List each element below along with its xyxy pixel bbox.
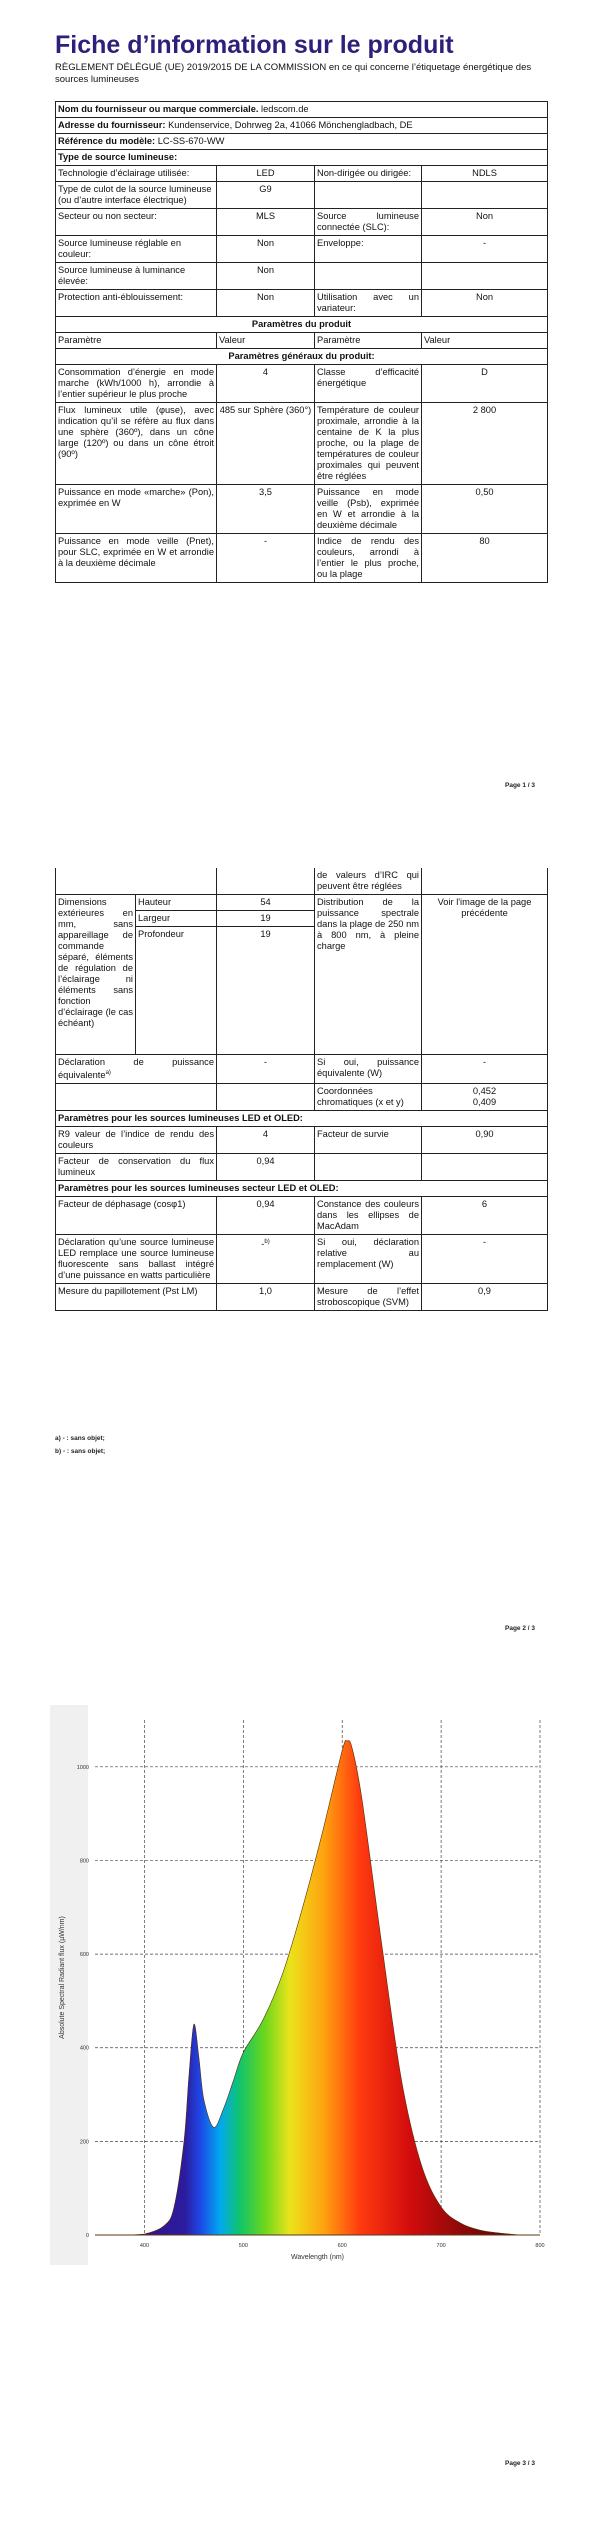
dimension-row — [56, 895, 548, 911]
x-axis-label: Wavelength (nm) — [290, 2254, 345, 2261]
page-2 — [0, 860, 595, 1660]
param-label: Puissance en mode «marche» (Pon), exprimée en W — [56, 485, 217, 534]
param-value: - — [422, 1235, 548, 1284]
spd-value: Voir l'image de la page précédente — [422, 895, 548, 1055]
dimension-name: Hauteur — [136, 895, 217, 911]
type-value — [422, 263, 548, 290]
y-tick-label: 200 — [79, 2139, 89, 2146]
param-row — [56, 1127, 548, 1154]
replace-footnote-mark: b) — [264, 1239, 270, 1246]
param-label: Consommation d’énergie en mode marche (kWh/1000 h), arrondie à l’entier supérieur le plus proche — [56, 365, 217, 403]
column-header: Valeur — [422, 333, 548, 349]
type-value: Non — [217, 236, 315, 263]
param-label: Flux lumineux utile (φuse), avec indication qu’il se réfère au flux dans une sphère (360º), dans un cône large (120º) ou dans un cône étroit (90º) — [56, 403, 217, 485]
type-label: Secteur ou non secteur: — [56, 209, 217, 236]
type-label: Protection anti-éblouissement: — [56, 290, 217, 317]
y-tick-label: 800 — [79, 1858, 89, 1865]
page-1 — [0, 0, 595, 840]
param-row — [56, 1055, 548, 1084]
type-value: NDLS — [422, 166, 548, 182]
model-label: Référence du modèle: — [58, 136, 156, 146]
column-header-row — [56, 333, 548, 349]
param-label — [315, 1154, 422, 1181]
param-value: 2 800 — [422, 403, 548, 485]
param-label: Facteur de déphasage (cosφ1) — [56, 1197, 217, 1235]
param-value: - — [217, 534, 315, 583]
type-value: LED — [217, 166, 315, 182]
param-label: Mesure du papillotement (Pst LM) — [56, 1284, 217, 1311]
regulation-text: RÈGLEMENT DÉLÉGUÉ (UE) 2019/2015 DE LA COMMISSION en ce qui concerne l’étiquetage énergétique des sources lumineuses — [55, 62, 532, 85]
param-label: Constance des couleurs dans les ellipses de MacAdam — [315, 1197, 422, 1235]
param-label: Classe d’efficacité énergétique — [315, 365, 422, 403]
type-label: Source lumineuse connectée (SLC): — [315, 209, 422, 236]
param-label: Si oui, puissance équivalente (W) — [315, 1055, 422, 1084]
chart-left-panel — [50, 1705, 88, 2265]
dimension-value: 19 — [217, 927, 315, 1055]
type-label — [315, 263, 422, 290]
type-label: Source lumineuse à luminance élevée: — [56, 263, 217, 290]
type-label — [315, 182, 422, 209]
type-value: - — [422, 236, 548, 263]
column-header: Valeur — [217, 333, 315, 349]
supplier-label: Nom du fournisseur ou marque commerciale. — [58, 104, 259, 114]
param-label — [56, 1055, 217, 1084]
model-row — [56, 134, 548, 150]
type-row — [56, 236, 548, 263]
led-header: Paramètres pour les sources lumineuses LED et OLED: — [56, 1111, 548, 1127]
page-title: Fiche d’information sur le produit — [55, 31, 454, 59]
param-label: Puissance en mode veille (Psb), exprimée en W et arrondie à la deuxième décimale — [315, 485, 422, 534]
type-row — [56, 182, 548, 209]
dimensions-label: Dimensions extérieures en mm, sans appareillage de commande séparé, éléments de régulation de l’éclairage ni éléments sans fonction d’éclairage (le cas échéant) — [56, 895, 136, 1055]
spd-label: Distribution de la puissance spectrale dans la plage de 250 nm à 800 nm, à pleine charge — [315, 895, 422, 1055]
page-number: Page 3 / 3 — [505, 2460, 535, 2467]
param-value: 0,50 — [422, 485, 548, 534]
footnote: b) - : sans objet; — [55, 1448, 106, 1455]
y-tick-label: 400 — [79, 2045, 89, 2052]
mains-header: Paramètres pour les sources lumineuses secteur LED et OLED: — [56, 1181, 548, 1197]
dimension-value: 19 — [217, 911, 315, 927]
column-header: Paramètre — [56, 333, 217, 349]
param-value — [217, 1235, 315, 1284]
param-row — [56, 403, 548, 485]
param-value — [422, 1084, 548, 1111]
dimension-name: Profondeur — [136, 927, 217, 1055]
type-row — [56, 209, 548, 236]
type-value: Non — [422, 290, 548, 317]
type-label: Source lumineuse réglable en couleur: — [56, 236, 217, 263]
replace-value: - — [261, 1239, 265, 1250]
type-row — [56, 290, 548, 317]
footnote: a) - : sans objet; — [55, 1435, 105, 1442]
type-value: MLS — [217, 209, 315, 236]
y-axis-label: Absolute Spectral Radiant flux (µW/nm) — [59, 1916, 66, 2039]
product-table-part1 — [55, 101, 548, 583]
model-value: LC-SS-670-WW — [157, 136, 225, 146]
param-value: 0,94 — [217, 1154, 315, 1181]
chroma-x: 0,452 — [472, 1086, 497, 1097]
param-row — [56, 1235, 548, 1284]
spectrum-chart — [50, 1680, 550, 2280]
type-header: Type de source lumineuse: — [56, 150, 548, 166]
continuation-text: de valeurs d’IRC qui peuvent être réglées — [315, 868, 422, 895]
param-value: 6 — [422, 1197, 548, 1235]
type-label: Enveloppe: — [315, 236, 422, 263]
supplier-value: ledscom.de — [261, 104, 309, 114]
address-row — [56, 118, 548, 134]
type-value: Non — [217, 290, 315, 317]
equiv-label: Déclaration de puissance équivalente — [58, 1057, 214, 1081]
param-value — [422, 1154, 548, 1181]
param-value: 1,0 — [217, 1284, 315, 1311]
param-row — [56, 1084, 548, 1111]
page-number: Page 2 / 3 — [505, 1625, 535, 1632]
x-tick-label: 800 — [535, 2243, 545, 2249]
type-value: Non — [422, 209, 548, 236]
param-label: Température de couleur proximale, arrondie à la centaine de K la plus proche, ou la plage de températures de couleur proximales qui peuvent être réglées — [315, 403, 422, 485]
param-value: 4 — [217, 1127, 315, 1154]
param-label: Indice de rendu des couleurs, arrondi à l’entier le plus proche, ou la plage — [315, 534, 422, 583]
product-table-part2 — [55, 868, 548, 1311]
x-tick-label: 600 — [337, 2243, 347, 2249]
address-value: Kundenservice, Dohrweg 2a, 41066 Mönchengladbach, DE — [168, 120, 413, 130]
param-value: 0,90 — [422, 1127, 548, 1154]
y-tick-label: 1000 — [76, 1764, 89, 1771]
type-row — [56, 263, 548, 290]
param-label: Mesure de l’effet stroboscopique (SVM) — [315, 1284, 422, 1311]
column-header: Paramètre — [315, 333, 422, 349]
chroma-y: 0,409 — [472, 1097, 497, 1108]
param-label: Si oui, déclaration relative au remplacement (W) — [315, 1235, 422, 1284]
params-header: Paramètres du produit — [56, 317, 548, 333]
param-row — [56, 1154, 548, 1181]
dimension-value: 54 — [217, 895, 315, 911]
general-header: Paramètres généraux du produit: — [56, 349, 548, 365]
y-tick-label: 600 — [79, 1952, 89, 1959]
param-label: R9 valeur de l’indice de rendu des couleurs — [56, 1127, 217, 1154]
sheet-header — [55, 30, 547, 86]
param-value: D — [422, 365, 548, 403]
address-label: Adresse du fournisseur: — [58, 120, 166, 130]
page-3 — [0, 1680, 595, 2526]
param-label: Facteur de conservation du flux lumineux — [56, 1154, 217, 1181]
dimension-name: Largeur — [136, 911, 217, 927]
type-label: Utilisation avec un variateur: — [315, 290, 422, 317]
param-label: Puissance en mode veille (Pnet), pour SLC, exprimée en W et arrondie à la deuxième décimale — [56, 534, 217, 583]
x-tick-label: 400 — [139, 2243, 150, 2249]
param-row — [56, 365, 548, 403]
x-tick-label: 700 — [436, 2243, 446, 2249]
param-value: 80 — [422, 534, 548, 583]
type-label: Type de culot de la source lumineuse (ou d’autre interface électrique) — [56, 182, 217, 209]
supplier-row — [56, 102, 548, 118]
page-number: Page 1 / 3 — [505, 782, 535, 789]
param-value: 0,94 — [217, 1197, 315, 1235]
type-row — [56, 166, 548, 182]
param-row — [56, 1284, 548, 1311]
param-label: Facteur de survie — [315, 1127, 422, 1154]
type-value — [422, 182, 548, 209]
type-label: Technologie d’éclairage utilisée: — [56, 166, 217, 182]
param-value: 0,9 — [422, 1284, 548, 1311]
param-value: 3,5 — [217, 485, 315, 534]
y-tick-label: 0 — [85, 2233, 89, 2239]
param-value: - — [422, 1055, 548, 1084]
param-value: 4 — [217, 365, 315, 403]
type-label: Non-dirigée ou dirigée: — [315, 166, 422, 182]
param-value: 485 sur Sphère (360°) — [217, 403, 315, 485]
param-label: Coordonnées chromatiques (x et y) — [315, 1084, 422, 1111]
type-value: Non — [217, 263, 315, 290]
footnotes — [55, 1432, 105, 1458]
param-label: Déclaration qu’une source lumineuse LED remplace une source lumineuse fluorescente sans ballast intégré d’une puissance en watts particulière — [56, 1235, 217, 1284]
param-row — [56, 534, 548, 583]
continuation-row — [56, 868, 548, 895]
param-row — [56, 1197, 548, 1235]
type-value: G9 — [217, 182, 315, 209]
equiv-footnote-mark: a) — [105, 1070, 111, 1076]
param-value: - — [217, 1055, 315, 1084]
x-tick-label: 500 — [238, 2243, 248, 2249]
param-row — [56, 485, 548, 534]
